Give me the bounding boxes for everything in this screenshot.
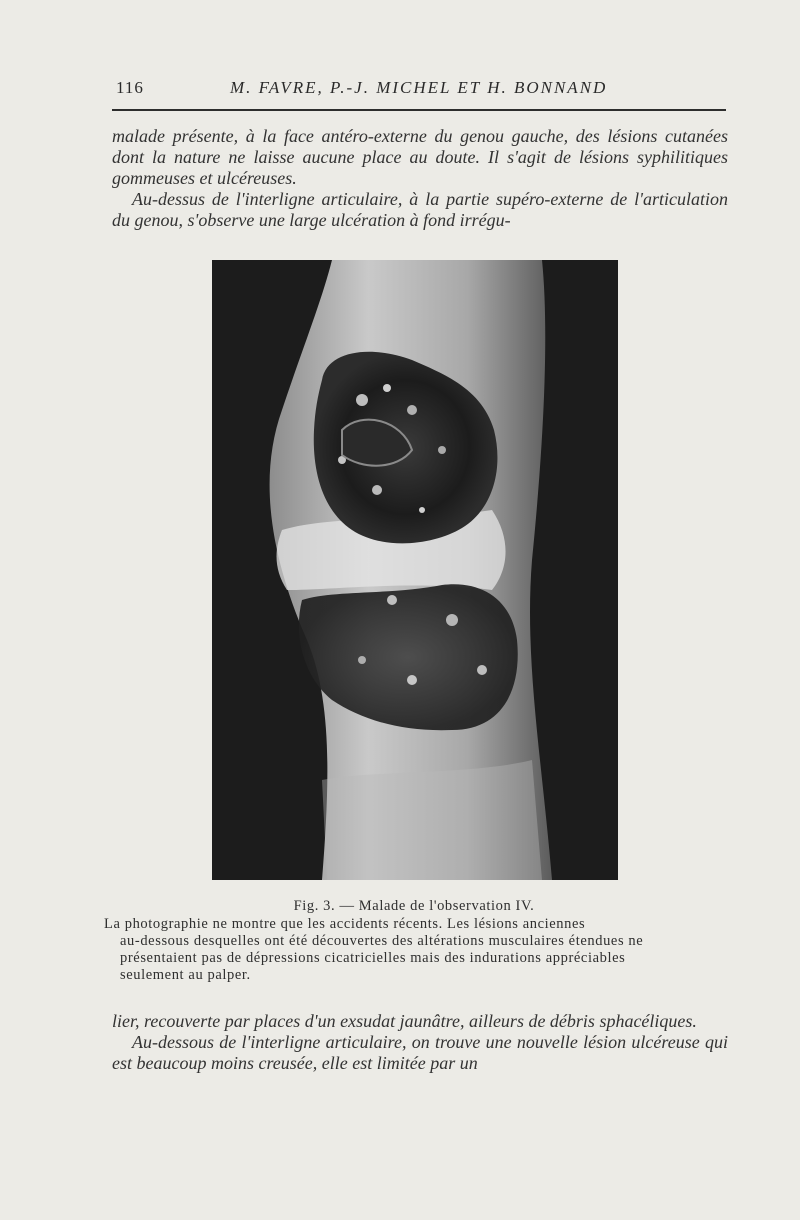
caption-text — [104, 916, 724, 984]
text-line: Au-dessus de l'interligne articulaire, à la partie supéro-externe de — [132, 189, 628, 209]
photo-illustration — [212, 260, 618, 880]
text-line: ulcéreuse qui est beaucoup moins creusée, elle est limitée par un — [112, 1032, 728, 1073]
header-rule — [112, 109, 726, 111]
text-line: Au-dessous de l'interligne articulaire, on trouve une nouvelle lésion — [132, 1032, 627, 1052]
knee-lesion-photograph — [212, 260, 618, 880]
body-text-bottom — [112, 1011, 728, 1074]
caption-line: seulement au palper. — [120, 967, 251, 983]
page-number: 116 — [116, 78, 144, 97]
running-head — [112, 76, 726, 102]
text-line: sphacéliques. — [599, 1011, 697, 1031]
running-title: M. FAVRE, P.-J. MICHEL ET H. BONNAND — [230, 78, 608, 97]
text-line: malade présente, à la face antéro-externe du genou gauche, des lésions — [112, 126, 658, 146]
text-line: lésions syphilitiques gommeuses et ulcéreuses. — [112, 147, 729, 188]
paragraph-4 — [112, 1032, 728, 1074]
text-line: lier, recouverte par places d'un exsudat jaunâtre, ailleurs de débris — [112, 1011, 595, 1031]
caption-line: présentaient pas de dépressions cicatricielles mais des indurations appréciables — [120, 950, 626, 966]
figure-caption — [104, 898, 724, 984]
caption-line: au-dessous desquelles ont été découvertes des altérations musculaires étendues ne — [120, 933, 644, 949]
paragraph-3 — [112, 1011, 728, 1032]
text-line: cutanées dont la nature ne laisse aucune place au doute. Il s'agit de — [112, 126, 728, 167]
text-line: l'articulation du genou, s'observe une large ulcération à fond irrégu- — [112, 189, 729, 230]
paragraph-1 — [112, 126, 728, 189]
caption-title: Fig. 3. — Malade de l'observation IV. — [293, 898, 535, 914]
caption-line: La photographie ne montre que les accidents récents. Les lésions anciennes — [104, 916, 586, 932]
paragraph-2 — [112, 189, 728, 231]
body-text-top — [112, 126, 728, 231]
